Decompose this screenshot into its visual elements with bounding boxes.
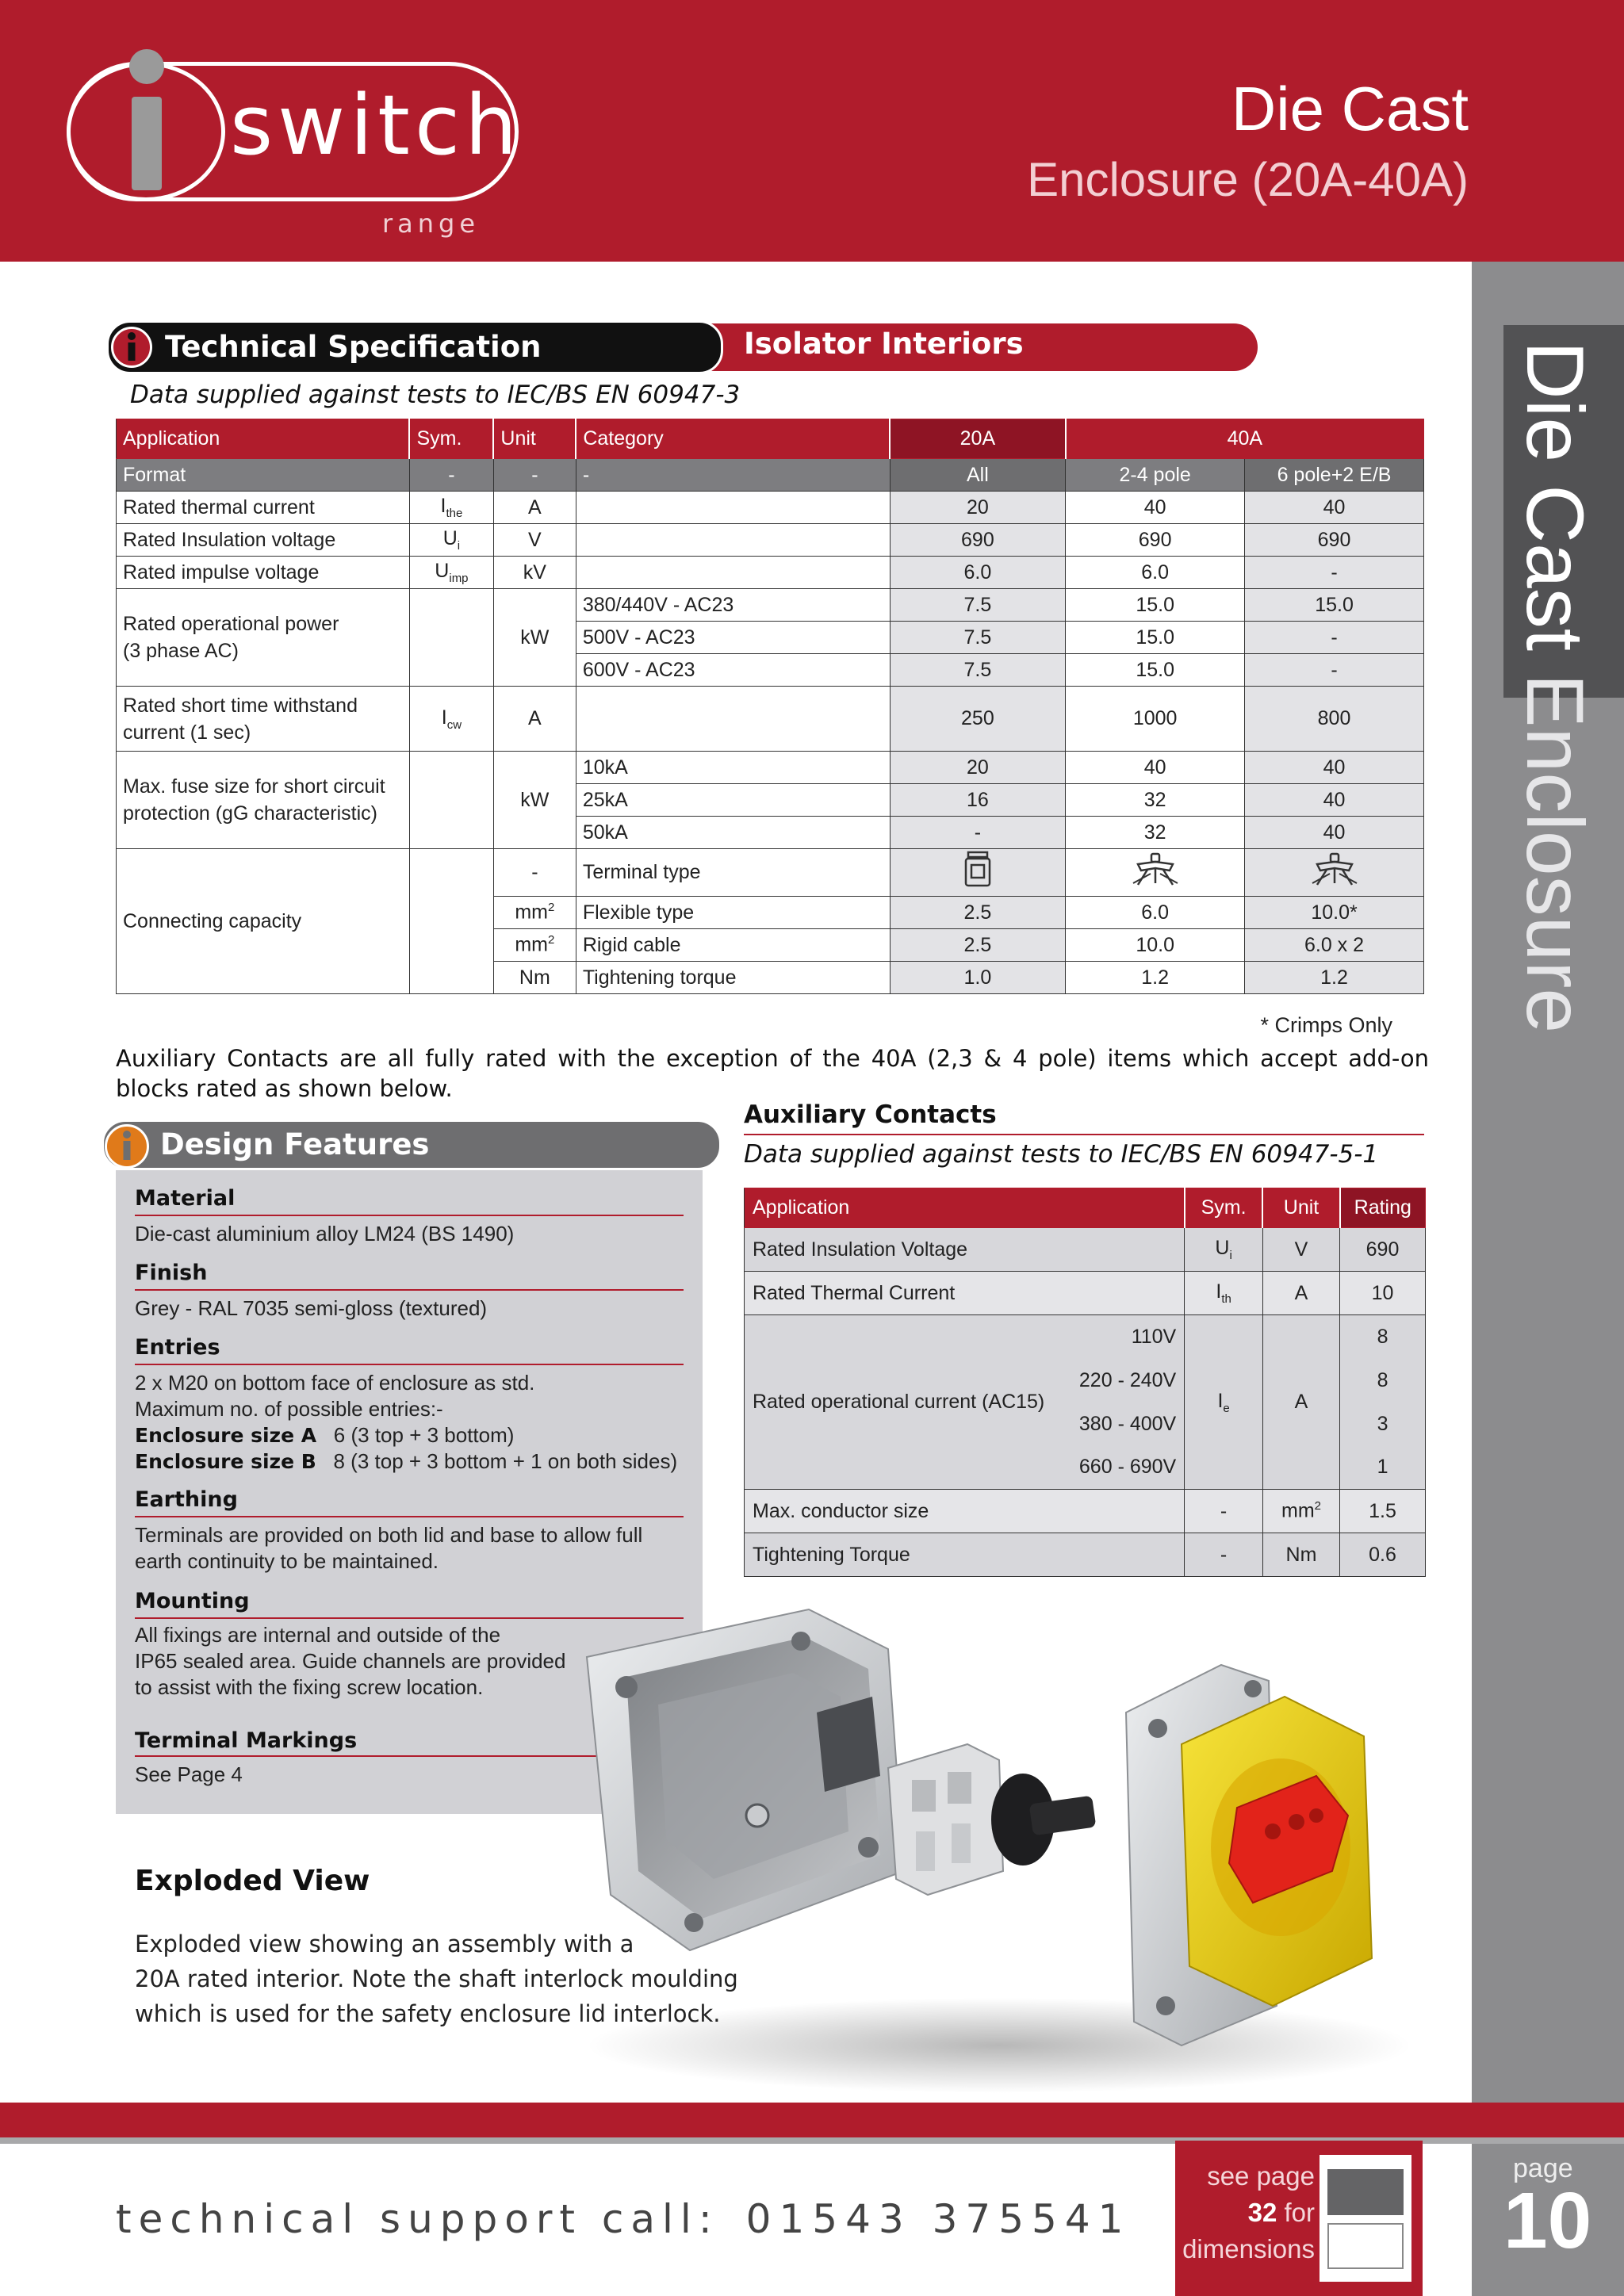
fuse-category: 25kA [576, 784, 890, 817]
aux-torque-unit: Nm [1262, 1533, 1339, 1577]
aux-torque-label: Tightening Torque [745, 1533, 1185, 1577]
rigid-unit: $mm^2$ [493, 929, 576, 962]
entries-text: 2 x M20 on bottom face of enclosure as std. Maximum no. of possible entries:- Enclosure size A 6 (3 top + 3 bottom) Enclosure size B 8 (3 top + 3 bottom + 1 on both sides) [135, 1371, 678, 1473]
aux-operational-unit: A [1262, 1315, 1339, 1490]
terminal-markings-heading: Terminal Markings [135, 1728, 358, 1753]
spec-test-note: Data supplied against tests to IEC/BS EN 60947-3 [130, 381, 741, 409]
thermal-20a: 20 [890, 492, 1066, 524]
aux-operational-rating: 1 [1340, 1446, 1426, 1490]
insulation-20a: 690 [890, 524, 1066, 557]
power-20a: 7.5 [890, 654, 1066, 687]
exploded-view-text: Exploded view showing an assembly with a 20A rated interior. Note the shaft interlock moulding which is used for the safety enclosure lid interlock. [135, 1931, 738, 2027]
table-row [117, 849, 1424, 897]
aux-operational-rating: 8 [1340, 1359, 1426, 1402]
design-features-label: Design Features [160, 1127, 430, 1161]
aux-conductor-rating: 1.5 [1340, 1490, 1426, 1533]
col-20a: 20A [890, 419, 1066, 459]
short-unit: A [493, 687, 576, 752]
aux-insulation-rating: 690 [1340, 1228, 1426, 1272]
crimps-footnote: * Crimps Only [1260, 1013, 1392, 1037]
page-subtitle: Enclosure (20A-40A) [1027, 153, 1469, 206]
fuse-40a-b: 40 [1245, 784, 1424, 817]
page-number: 10 [1503, 2176, 1592, 2265]
aux-thermal-rating: 10 [1340, 1272, 1426, 1315]
thermal-40a-b: 40 [1245, 492, 1424, 524]
impulse-40a-a: 6.0 [1066, 557, 1245, 589]
torque-unit: Nm [493, 962, 576, 994]
aux-thermal-sym: $I_{th}$ [1185, 1272, 1263, 1315]
table-row [117, 459, 1424, 492]
short-20a: 250 [890, 687, 1066, 752]
footer-bar [0, 2103, 1624, 2137]
torque-40a-a: 1.2 [1066, 962, 1245, 994]
table-row [745, 1533, 1426, 1577]
spec-header-row [117, 419, 1424, 459]
logo-wordmark: switch [230, 77, 523, 174]
torque-20a: 1.0 [890, 962, 1066, 994]
divider [135, 1364, 684, 1365]
material-text: Die-cast aluminium alloy LM24 (BS 1490) [135, 1222, 515, 1246]
connect-label: Connecting capacity [117, 849, 410, 994]
insulation-sym: $U_i$ [409, 524, 493, 557]
short-40a-a: 1000 [1066, 687, 1245, 752]
col-40a: 40A [1066, 419, 1424, 459]
page-title: Die Cast [1231, 74, 1469, 144]
finish-heading: Finish [135, 1261, 208, 1285]
format-40a-b: 6 pole+2 E/B [1245, 459, 1424, 492]
impulse-label: Rated impulse voltage [117, 557, 410, 589]
power-20a: 7.5 [890, 589, 1066, 622]
aux-insulation-sym: $U_i$ [1185, 1228, 1263, 1272]
aux-conductor-sym: - [1185, 1490, 1263, 1533]
impulse-20a: 6.0 [890, 557, 1066, 589]
short-40a-b: 800 [1245, 687, 1424, 752]
format-label: Format [117, 459, 410, 492]
fuse-category: 10kA [576, 752, 890, 784]
insulation-category [576, 524, 890, 557]
fuse-sym [409, 752, 493, 849]
aux-torque-rating: 0.6 [1340, 1533, 1426, 1577]
support-label: technical support call: [116, 2196, 719, 2242]
power-unit: kW [493, 589, 576, 687]
aux-thermal-label: Rated Thermal Current [745, 1272, 1185, 1315]
enclosure-swatch-grey [1327, 2169, 1404, 2215]
flexible-category: Flexible type [576, 897, 890, 929]
fuse-40a-b: 40 [1245, 817, 1424, 849]
aux-thermal-unit: A [1262, 1272, 1339, 1315]
format-sym: - [409, 459, 493, 492]
flexible-20a: 2.5 [890, 897, 1066, 929]
rigid-20a: 2.5 [890, 929, 1066, 962]
power-label: Rated operational power (3 phase AC) [117, 589, 410, 687]
earthing-text: Terminals are provided on both lid and base to allow full earth continuity to be maintained. [135, 1523, 643, 1573]
earthing-heading: Earthing [135, 1487, 238, 1512]
info-i-icon [105, 1124, 149, 1169]
col-unit: Unit [493, 419, 576, 459]
fuse-20a: 16 [890, 784, 1066, 817]
exploded-view-title: Exploded View [135, 1865, 370, 1897]
table-row [117, 557, 1424, 589]
aux-operational-rating: 8 [1340, 1315, 1426, 1359]
aux-operational-label: Rated operational current (AC15) [745, 1315, 1053, 1490]
thermal-sym: $I_{the}$ [409, 492, 493, 524]
torque-category: Tightening torque [576, 962, 890, 994]
terminal-markings-text: See Page 4 [135, 1762, 243, 1786]
format-40a-a: 2-4 pole [1066, 459, 1245, 492]
entries-heading: Entries [135, 1335, 220, 1360]
divider [135, 1289, 684, 1291]
short-sym: $I_{cw}$ [409, 687, 493, 752]
aux-operational-voltage: 660 - 690V [1052, 1446, 1184, 1490]
table-row [745, 1228, 1426, 1272]
table-row [745, 1315, 1426, 1359]
terminal-clamp-icon [1066, 849, 1245, 897]
aux-insulation-label: Rated Insulation Voltage [745, 1228, 1185, 1272]
thermal-category [576, 492, 890, 524]
insulation-40a-b: 690 [1245, 524, 1424, 557]
fuse-40a-b: 40 [1245, 752, 1424, 784]
impulse-40a-b: - [1245, 557, 1424, 589]
power-40a-a: 15.0 [1066, 622, 1245, 654]
table-row [117, 524, 1424, 557]
format-20a: All [890, 459, 1066, 492]
thermal-unit: A [493, 492, 576, 524]
mounting-text: All fixings are internal and outside of the IP65 sealed area. Guide channels are provided to assist with the fixing screw location. [135, 1623, 566, 1699]
fuse-category: 50kA [576, 817, 890, 849]
side-title-die-cast: Die Cast [1510, 341, 1600, 652]
format-unit: - [493, 459, 576, 492]
torque-40a-b: 1.2 [1245, 962, 1424, 994]
fuse-40a-a: 32 [1066, 817, 1245, 849]
terminal-box-icon [890, 849, 1066, 897]
aux-col-sym: Sym. [1185, 1188, 1263, 1228]
fuse-20a: 20 [890, 752, 1066, 784]
aux-operational-sym: $I_e$ [1185, 1315, 1263, 1490]
thermal-label: Rated thermal current [117, 492, 410, 524]
power-category: 380/440V - AC23 [576, 589, 890, 622]
technical-specification-label: Technical Specification [165, 330, 542, 364]
divider [135, 1215, 684, 1216]
support-phone: 01543 375541 [745, 2196, 1132, 2242]
technical-spec-table [116, 419, 1424, 994]
fuse-unit: kW [493, 752, 576, 849]
power-40a-a: 15.0 [1066, 589, 1245, 622]
connect-sym [409, 849, 493, 994]
impulse-unit: kV [493, 557, 576, 589]
flexible-40a-a: 6.0 [1066, 897, 1245, 929]
rigid-40a-a: 10.0 [1066, 929, 1245, 962]
terminal-category: Terminal type [576, 849, 890, 897]
short-label: Rated short time withstand current (1 sec) [117, 687, 410, 752]
aux-torque-sym: - [1185, 1533, 1263, 1577]
aux-operational-rating: 3 [1340, 1402, 1426, 1446]
format-category: - [576, 459, 890, 492]
auxiliary-contacts-note: Auxiliary Contacts are all fully rated with the exception of the 40A (2,3 & 4 pole) items which accept add-on blocks rated as shown below. [116, 1045, 1429, 1102]
technical-support [116, 2196, 1132, 2242]
logo-i-dot [129, 49, 164, 84]
fuse-40a-a: 40 [1066, 752, 1245, 784]
col-sym: Sym. [409, 419, 493, 459]
divider [744, 1134, 1424, 1135]
aux-conductor-label: Max. conductor size [745, 1490, 1185, 1533]
page-label: page [1513, 2153, 1573, 2183]
logo-range-text: range [382, 209, 481, 239]
power-40a-b: 15.0 [1245, 589, 1424, 622]
power-40a-b: - [1245, 654, 1424, 687]
aux-operational-voltage: 110V [1052, 1315, 1184, 1359]
power-40a-b: - [1245, 622, 1424, 654]
insulation-label: Rated Insulation voltage [117, 524, 410, 557]
aux-col-unit: Unit [1262, 1188, 1339, 1228]
flexible-40a-b: 10.0* [1245, 897, 1424, 929]
rigid-category: Rigid cable [576, 929, 890, 962]
aux-test-note: Data supplied against tests to IEC/BS EN 60947-5-1 [744, 1140, 1379, 1169]
side-title-enclosure: Enclosure [1510, 673, 1600, 1034]
side-title [1510, 341, 1600, 1034]
isolator-interiors-label: Isolator Interiors [744, 327, 1024, 361]
dimensions-reference-text: see page 32 for dimensions [1182, 2161, 1315, 2263]
aux-conductor-unit: $mm^2$ [1262, 1490, 1339, 1533]
col-application: Application [117, 419, 410, 459]
table-row [745, 1272, 1426, 1315]
logo-i-stem [132, 97, 162, 190]
aux-operational-voltage: 380 - 400V [1052, 1402, 1184, 1446]
flexible-unit: $mm^2$ [493, 897, 576, 929]
auxiliary-contacts-title: Auxiliary Contacts [744, 1100, 997, 1129]
finish-text: Grey - RAL 7035 semi-gloss (textured) [135, 1296, 488, 1320]
insulation-unit: V [493, 524, 576, 557]
col-category: Category [576, 419, 890, 459]
terminal-unit: - [493, 849, 576, 897]
table-row [117, 492, 1424, 524]
power-sym [409, 589, 493, 687]
aux-col-rating: Rating [1340, 1188, 1426, 1228]
auxiliary-contacts-table [744, 1188, 1426, 1577]
table-row [745, 1490, 1426, 1533]
divider [135, 1516, 684, 1517]
aux-insulation-unit: V [1262, 1228, 1339, 1272]
thermal-40a-a: 40 [1066, 492, 1245, 524]
rigid-40a-b: 6.0 x 2 [1245, 929, 1424, 962]
terminal-clamp-icon [1245, 849, 1424, 897]
short-category [576, 687, 890, 752]
mounting-heading: Mounting [135, 1589, 250, 1613]
aux-header-row [745, 1188, 1426, 1228]
fuse-20a: - [890, 817, 1066, 849]
fuse-40a-a: 32 [1066, 784, 1245, 817]
impulse-category [576, 557, 890, 589]
power-40a-a: 15.0 [1066, 654, 1245, 687]
power-category: 600V - AC23 [576, 654, 890, 687]
table-row [117, 589, 1424, 622]
table-row [117, 687, 1424, 752]
material-heading: Material [135, 1186, 236, 1211]
fuse-label: Max. fuse size for short circuit protection (gG characteristic) [117, 752, 410, 849]
info-i-icon [111, 327, 152, 368]
impulse-sym: $U_{imp}$ [409, 557, 493, 589]
table-row [117, 752, 1424, 784]
power-20a: 7.5 [890, 622, 1066, 654]
aux-col-application: Application [745, 1188, 1185, 1228]
power-category: 500V - AC23 [576, 622, 890, 654]
enclosure-swatch-empty [1327, 2223, 1404, 2269]
aux-operational-voltage: 220 - 240V [1052, 1359, 1184, 1402]
insulation-40a-a: 690 [1066, 524, 1245, 557]
